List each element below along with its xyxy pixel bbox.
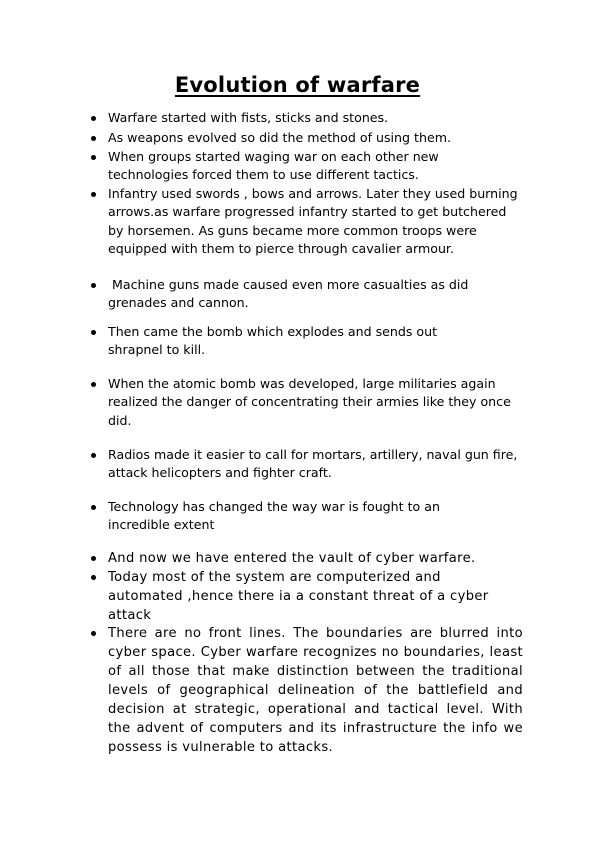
bullet-icon xyxy=(91,505,96,510)
bullet-icon xyxy=(91,330,96,335)
list-item xyxy=(108,185,523,258)
list-item xyxy=(108,109,528,127)
list-item-text: When the atomic bomb was developed, large militaries again realized the danger of concentrating their armies like they once did. xyxy=(108,376,511,428)
bullet-icon xyxy=(91,192,96,197)
list-item-text: Then came the bomb which explodes and sends out shrapnel to kill. xyxy=(108,324,438,358)
bullet-icon xyxy=(91,283,96,288)
list-item xyxy=(108,375,518,430)
list-item xyxy=(108,323,473,360)
list-item-text: As weapons evolved so did the method of using them. xyxy=(108,130,451,145)
list-item xyxy=(108,446,523,483)
list-item-text: Technology has changed the way war is fought to an incredible extent xyxy=(108,499,440,533)
list-item-text: Infantry used swords , bows and arrows. Later they used burning arrows.as warfare progressed infantry started to get butchered by horsemen. As guns became more common troops were equipped with them to pierce through cavalier armour. xyxy=(108,186,518,256)
bullet-icon xyxy=(91,453,96,458)
list-item-text: Today most of the system are computerized and automated ,hence there ia a constant threat of a cyber attack xyxy=(108,570,489,623)
bullet-icon xyxy=(91,382,96,387)
list-item-text: And now we have entered the vault of cyber warfare. xyxy=(108,551,476,566)
list-item-text: There are no front lines. The boundaries are blurred into cyber space. Cyber warfare recognizes no boundaries, least of all those that make distinction between the traditional levels of geographical delineation of the battlefield and decision at strategic, operational and tactical level. With the advent of computers and its infrastructure the info we possess is vulnerable to attacks. xyxy=(108,626,523,755)
list-item-text: Warfare started with fists, sticks and stones. xyxy=(108,110,389,125)
list-item xyxy=(108,498,478,535)
list-item xyxy=(108,276,508,313)
list-item xyxy=(108,148,483,185)
list-item xyxy=(108,624,523,757)
bullet-icon xyxy=(91,631,96,636)
bullet-icon xyxy=(91,136,96,141)
list-item-text: When groups started waging war on each other new technologies forced them to use different tactics. xyxy=(108,149,439,183)
bullet-icon xyxy=(91,155,96,160)
bullet-icon xyxy=(91,575,96,580)
document-title: Evolution of warfare xyxy=(174,73,421,97)
bullet-icon xyxy=(91,556,96,561)
list-item xyxy=(108,129,528,147)
list-item xyxy=(108,549,528,568)
list-item xyxy=(108,568,498,625)
bullet-icon xyxy=(91,116,96,121)
list-item-text: Machine guns made caused even more casualties as did grenades and cannon. xyxy=(108,277,473,311)
list-item-text: Radios made it easier to call for mortars, artillery, naval gun fire, attack helicopters and fighter craft. xyxy=(108,447,518,481)
